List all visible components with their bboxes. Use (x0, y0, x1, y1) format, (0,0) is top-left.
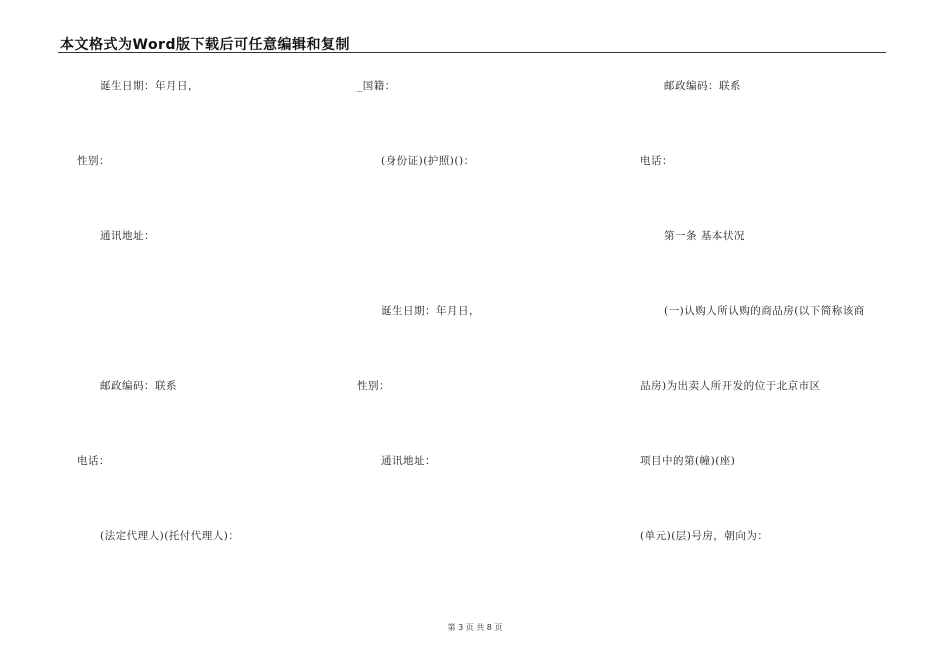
birth-date-line (100, 79, 199, 93)
phone-label-2: 电话： (77, 455, 110, 467)
address-label: 通讯地址： (100, 230, 155, 242)
clause-text-3a: 项目中的第 (640, 455, 695, 467)
contact-label: 联系 (719, 80, 741, 92)
clause-text-3b: (幢)(座) (695, 455, 736, 467)
article-title-line (664, 229, 745, 243)
address-line (100, 229, 155, 243)
article-title: 第一条 基本状况 (664, 230, 745, 242)
header-divider (58, 52, 886, 53)
month-label: 月 (166, 80, 177, 92)
phone-line (640, 154, 673, 168)
gender-label: 性别： (77, 155, 110, 167)
postcode-line-2 (100, 379, 177, 393)
clause-text-2b: 区 (809, 380, 821, 392)
clause-text-2a: 品房)为出卖人所开发的位于北京市 (640, 380, 810, 392)
postcode-line (664, 79, 741, 93)
day-label-2: 日， (458, 305, 480, 317)
birth-date-line-2 (381, 304, 480, 318)
clause-text-1: (一)认购人所认购的商品房(以下简称该商 (664, 305, 865, 317)
postcode-label: 邮政编码： (664, 80, 719, 92)
clause-para-2 (640, 379, 821, 393)
month-label-2: 月 (447, 305, 458, 317)
clause-text-4b: 号房，朝向为： (691, 530, 769, 542)
nationality-label: _国籍： (357, 80, 396, 92)
phone-line-2 (77, 454, 110, 468)
birth-date-label: 诞生日期： (100, 80, 155, 92)
document-header-title: 本文格式为Word版下载后可任意编辑和复制 (60, 37, 350, 53)
nationality-line (357, 79, 396, 93)
year-label: 年 (155, 80, 166, 92)
address-label-2: 通讯地址： (381, 455, 436, 467)
id-document-line (381, 154, 475, 168)
address-line-2 (381, 454, 436, 468)
agent-label: (法定代理人)(托付代理人)： (100, 530, 240, 542)
gender-line (77, 154, 110, 168)
clause-para-1 (664, 304, 865, 318)
clause-text-4a: (单元)(层) (640, 530, 692, 542)
clause-para-4 (640, 529, 768, 543)
contact-label-2: 联系 (155, 380, 177, 392)
agent-line (100, 529, 239, 543)
phone-label: 电话： (640, 155, 673, 167)
year-label-2: 年 (436, 305, 447, 317)
day-label: 日， (177, 80, 199, 92)
gender-line-2 (357, 379, 390, 393)
clause-para-3 (640, 454, 735, 468)
postcode-label-2: 邮政编码： (100, 380, 155, 392)
page-number: 第 3 页 共 8 页 (447, 623, 503, 632)
gender-label-2: 性别： (357, 380, 390, 392)
birth-date-label-2: 诞生日期： (381, 305, 436, 317)
id-document-label: (身份证)(护照)()： (381, 155, 475, 167)
